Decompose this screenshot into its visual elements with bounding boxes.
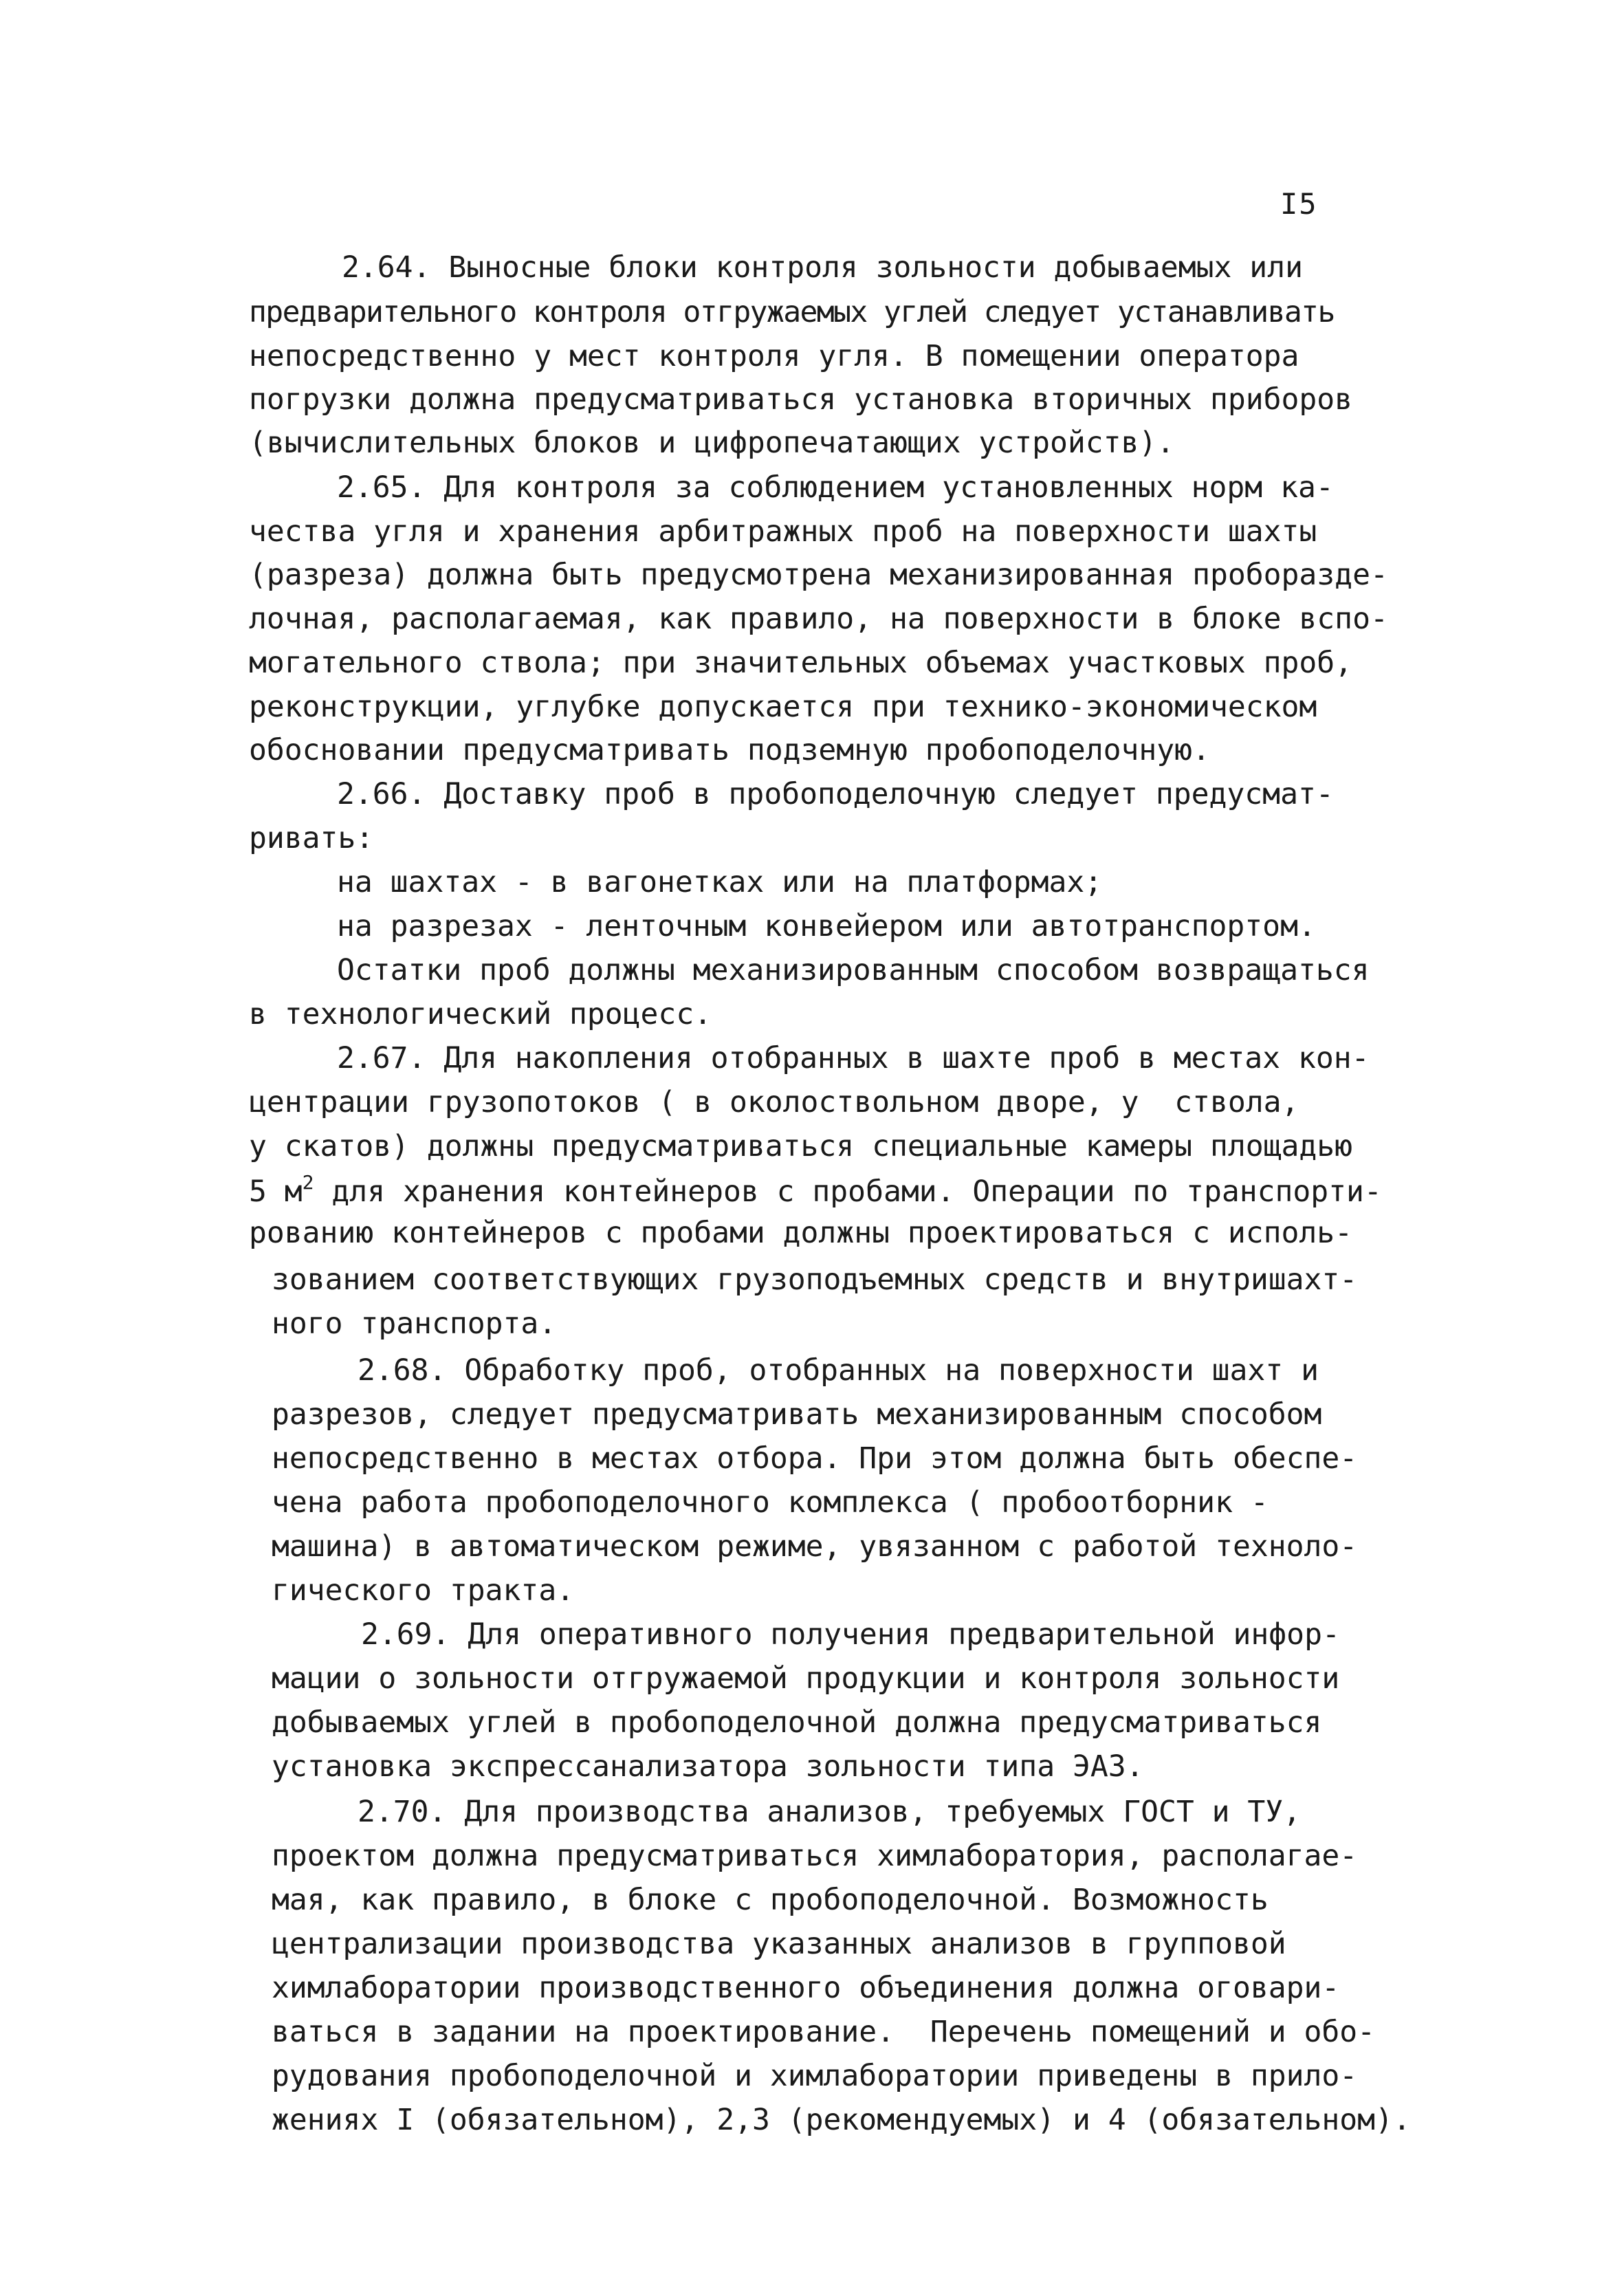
text-line: 2.70. Для производства анализов, требуемых ГОСТ и ТУ, [358, 1795, 1302, 1829]
text-line: мации о зольности отгружаемой продукции и контроля зольности [272, 1661, 1340, 1696]
text-line: 2.67. Для накопления отобранных в шахте проб в местах кон- [337, 1041, 1370, 1075]
text-line: непосредственно у мест контроля угля. В помещении оператора [249, 339, 1299, 373]
text-line: 2.66. Доставку проб в пробоподелочную следует предусмат- [337, 777, 1334, 811]
text-line: проектом должна предусматриваться химлаборатория, располагае- [272, 1839, 1358, 1873]
text-fragment: для хранения контейнеров с пробами. Операции по транспорти- [314, 1174, 1382, 1209]
text-line: разрезов, следует предусматривать механизированным способом [272, 1397, 1322, 1432]
text-line: погрузки должна предусматриваться установка вторичных приборов [249, 382, 1353, 417]
text-line: ваться в задании на проектирование. Перечень помещений и обо- [272, 2015, 1376, 2049]
text-line: реконструкции, углубке допускается при технико-экономическом [249, 690, 1317, 724]
superscript: 2 [302, 1171, 314, 1194]
text-line: центрации грузопотоков ( в околоствольном дворе, у ствола, [249, 1085, 1299, 1119]
text-line: (вычислительных блоков и цифропечатающих устройств). [249, 426, 1175, 460]
text-line: 2.64. Выносные блоки контроля зольности добываемых или [342, 250, 1303, 285]
text-line: жениях I (обязательном), 2,3 (рекомендуемых) и 4 (обязательном). [272, 2103, 1411, 2137]
text-line: зованием соответствующих грузоподъемных средств и внутришахт- [272, 1262, 1358, 1297]
text-fragment: 5 м [249, 1174, 303, 1209]
text-line: чена работа пробоподелочного комплекса ( пробоотборник - [272, 1485, 1269, 1520]
text-line: установка экспрессанализатора зольности типа ЭАЗ. [272, 1749, 1144, 1784]
text-line: непосредственно в местах отбора. При этом должна быть обеспе- [272, 1441, 1358, 1476]
text-line: машина) в автоматическом режиме, увязанном с работой техноло- [272, 1529, 1358, 1564]
text-line: у скатов) должны предусматриваться специальные камеры площадью [249, 1129, 1353, 1163]
text-line: лочная, располагаемая, как правило, на поверхности в блоке вспо- [249, 602, 1388, 636]
text-line: добываемых углей в пробоподелочной должна предусматриваться [272, 1705, 1322, 1740]
text-line: Остатки проб должны механизированным способом возвращаться [337, 953, 1370, 987]
text-line: ривать: [249, 821, 374, 855]
page-number: I5 [1280, 187, 1318, 221]
text-line: химлаборатории производственного объединения должна оговари- [272, 1971, 1340, 2005]
text-line: на разрезах - ленточным конвейером или автотранспортом. [337, 909, 1316, 943]
text-line: обосновании предусматривать подземную пробоподелочную. [249, 733, 1210, 767]
text-line: 2.69. Для оперативного получения предварительной инфор- [361, 1617, 1340, 1652]
text-line: 2.68. Обработку проб, отобранных на поверхности шахт и [358, 1353, 1319, 1388]
text-line: на шахтах - в вагонетках или на платформах; [337, 865, 1103, 899]
text-line [249, 1171, 1382, 1209]
text-line: чества угля и хранения арбитражных проб на поверхности шахты [249, 514, 1317, 549]
text-line: 2.65. Для контроля за соблюдением установленных норм ка- [337, 470, 1334, 505]
text-line: предварительного контроля отгружаемых углей следует устанавливать [249, 295, 1335, 329]
text-line: мая, как правило, в блоке с пробоподелочной. Возможность [272, 1883, 1269, 1917]
text-line: рудования пробоподелочной и химлаборатории приведены в прило- [272, 2059, 1358, 2093]
text-line: (разреза) должна быть предусмотрена механизированная проборазде- [249, 558, 1388, 592]
text-line: гического тракта. [272, 1573, 575, 1608]
text-line: рованию контейнеров с пробами должны проектироваться с исполь- [249, 1216, 1353, 1250]
text-line: могательного ствола; при значительных объемах участковых проб, [249, 646, 1353, 680]
text-line: в технологический процесс. [249, 997, 712, 1031]
text-line: централизации производства указанных анализов в групповой [272, 1927, 1286, 1961]
text-line: ного транспорта. [272, 1307, 557, 1341]
